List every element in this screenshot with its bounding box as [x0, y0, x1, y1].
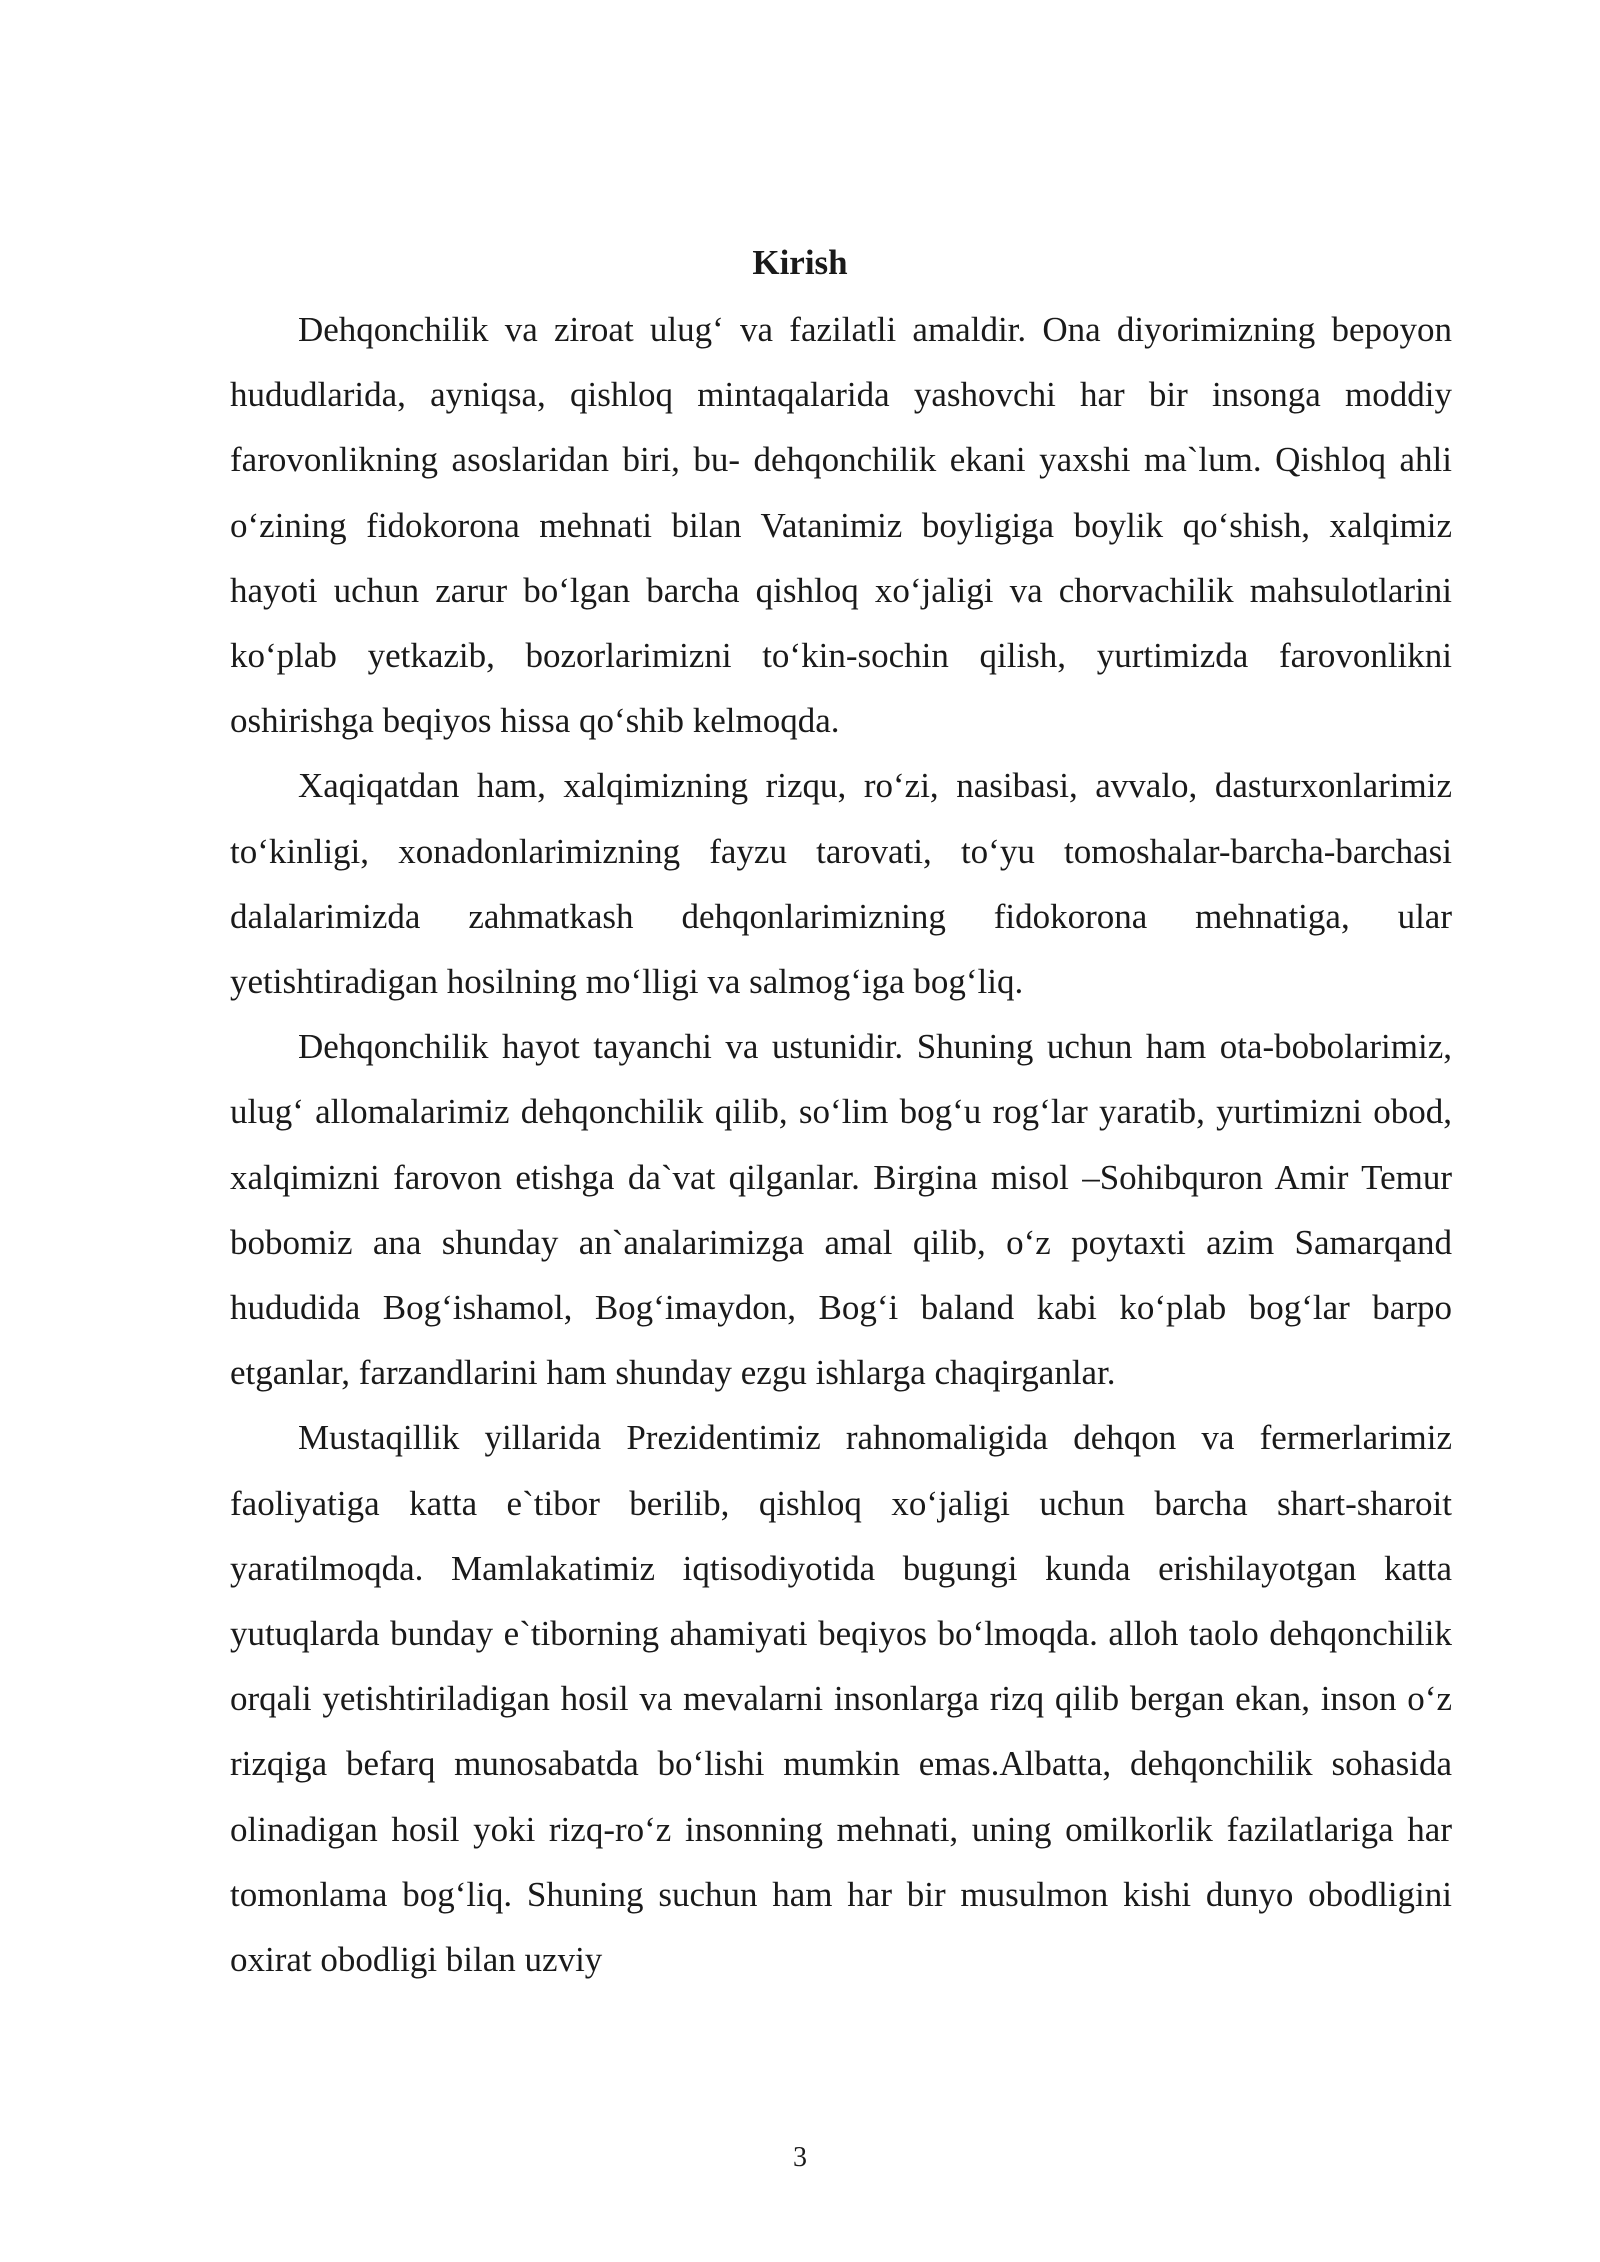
section-title: Kirish — [752, 243, 848, 282]
paragraph-2: Xaqiqatdan ham, xalqimizning rizqu, ro‘zi, nasibasi, avvalo, dasturxonlarimiz to‘kinligi, xonadonlarimizning fayzu tarovati, to‘yu tomoshalar-barcha-barchasi dalalarimizda zahmatkash dehqonlarimizning fidokorona mehnatiga, ular yetishtiradigan hosilning mo‘lligi va salmog‘iga bog‘liq. — [230, 766, 1452, 1002]
paragraph-4: Mustaqillik yillarida Prezidentimiz rahnomaligida dehqon va fermerlarimiz faoliyatiga katta e`tibor berilib, qishloq xo‘jaligi uchun barcha shart-sharoit yaratilmoqda. Mamlakatimiz iqtisodiyotida bugungi kunda erishilayotgan katta yutuqlarda bunday e`tiborning ahamiyati beqiyos bo‘lmoqda. alloh taolo dehqonchilik orqali yetishtiriladigan hosil va mevalarni insonlarga rizq qilib bergan ekan, inson o‘z rizqiga befarq munosabatda bo‘lishi mumkin emas.Albatta, dehqonchilik sohasida olinadigan hosil yoki rizq-ro‘z insonning mehnati, uning omilkorlik fazilatlariga har tomonlama bog‘liq. Shuning suchun ham har bir musulmon kishi dunyo obodligini oxirat obodligi bilan uzviy — [230, 1418, 1452, 1980]
body-text — [230, 297, 1452, 1992]
paragraph-3: Dehqonchilik hayot tayanchi va ustunidir. Shuning uchun ham ota-bobolarimiz, ulug‘ allomalarimiz dehqonchilik qilib, so‘lim bog‘u rog‘lar yaratib, yurtimizni obod, xalqimizni farovon etishga da`vat qilganlar. Birgina misol –Sohibquron Amir Temur bobomiz ana shunday an`analarimizga amal qilib, o‘z poytaxti azim Samarqand hududida Bog‘ishamol, Bog‘imaydon, Bog‘i baland kabi ko‘plab bog‘lar barpo etganlar, farzandlarini ham shunday ezgu ishlarga chaqirganlar. — [230, 1027, 1452, 1393]
page-number: 3 — [793, 2142, 807, 2173]
paragraph-1: Dehqonchilik va ziroat ulug‘ va fazilatli amaldir. Ona diyorimizning bepoyon hududlarida, ayniqsa, qishloq mintaqalarida yashovchi har bir insonga moddiy farovonlikning asoslaridan biri, bu- dehqonchilik ekani yaxshi ma`lum. Qishloq ahli o‘zining fidokorona mehnati bilan Vatanimiz boyligiga boylik qo‘shish, xalqimiz hayoti uchun zarur bo‘lgan barcha qishloq xo‘jaligi va chorvachilik mahsulotlarini ko‘plab yetkazib, bozorlarimizni to‘kin-sochin qilish, yurtimizda farovonlikni oshirishga beqiyos hissa qo‘shib kelmoqda. — [230, 310, 1452, 741]
